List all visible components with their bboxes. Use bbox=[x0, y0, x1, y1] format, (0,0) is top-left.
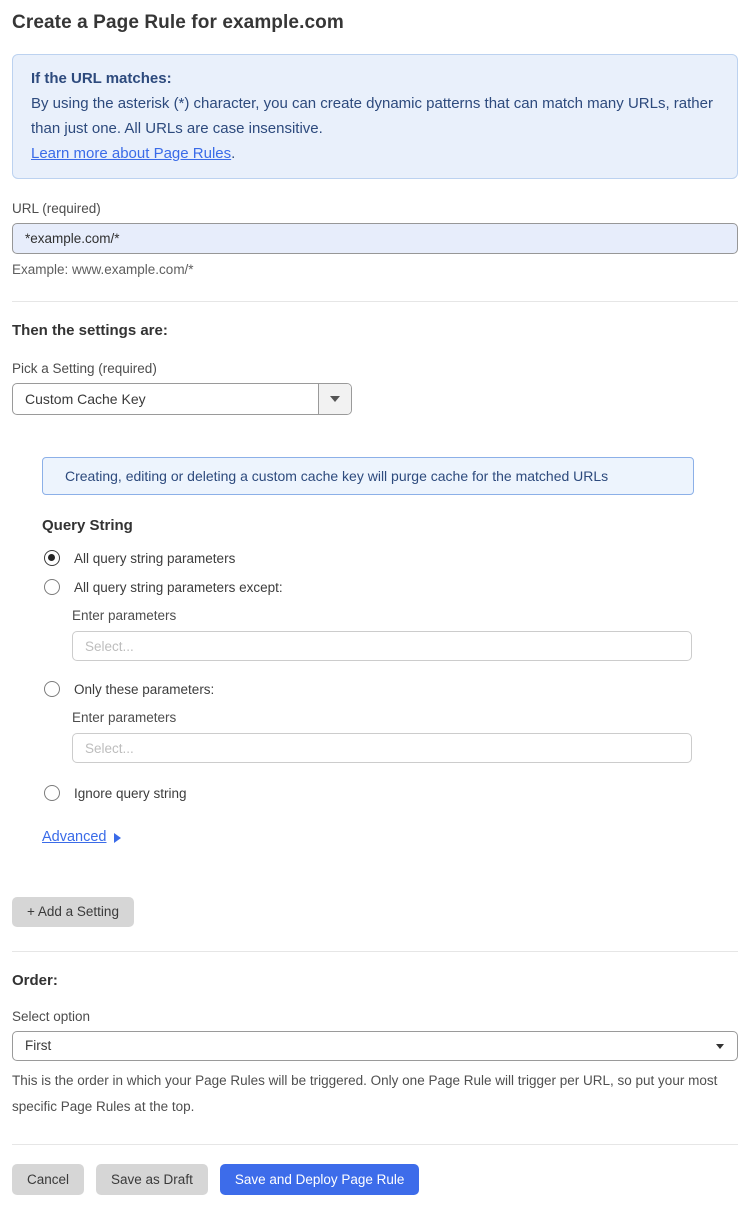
radio-label: All query string parameters except: bbox=[74, 579, 283, 595]
except-parameters-input[interactable] bbox=[72, 631, 692, 661]
url-input[interactable] bbox=[12, 223, 738, 254]
info-box-body: By using the asterisk (*) character, you can create dynamic patterns that can match many URLs, rather than just one. All URLs are case insensitive. bbox=[31, 95, 713, 137]
enter-parameters-label: Enter parameters bbox=[72, 608, 177, 623]
cancel-button[interactable]: Cancel bbox=[12, 1164, 84, 1195]
info-box-link-row bbox=[31, 141, 719, 166]
url-match-info-box bbox=[12, 54, 738, 179]
enter-parameters-label: Enter parameters bbox=[72, 710, 177, 725]
info-box-heading: If the URL matches: bbox=[31, 70, 172, 87]
radio-label: All query string parameters bbox=[74, 550, 236, 566]
order-section-heading: Order: bbox=[12, 972, 58, 989]
setting-dropdown-arrow-button[interactable] bbox=[318, 384, 351, 414]
radio-button-icon[interactable] bbox=[44, 579, 60, 595]
chevron-down-icon bbox=[716, 1044, 724, 1049]
url-field-label: URL (required) bbox=[12, 201, 101, 216]
only-parameters-subsection bbox=[72, 710, 738, 763]
save-as-draft-button[interactable]: Save as Draft bbox=[96, 1164, 208, 1195]
radio-ignore-query-string[interactable] bbox=[44, 785, 738, 801]
radio-button-icon[interactable] bbox=[44, 681, 60, 697]
setting-dropdown[interactable] bbox=[12, 383, 352, 415]
radio-button-icon[interactable] bbox=[44, 785, 60, 801]
order-dropdown-value: First bbox=[25, 1038, 52, 1053]
chevron-down-icon bbox=[330, 396, 340, 402]
order-helper-text: This is the order in which your Page Rules will be triggered. Only one Page Rule will trigger per URL, so put your most specific Page Rules at the top. bbox=[12, 1073, 718, 1114]
learn-more-link[interactable]: Learn more about Page Rules bbox=[31, 145, 232, 162]
radio-button-icon[interactable] bbox=[44, 550, 60, 566]
advanced-row bbox=[42, 829, 738, 845]
except-parameters-subsection bbox=[72, 608, 738, 661]
footer-button-row bbox=[12, 1164, 738, 1195]
custom-cache-key-panel bbox=[42, 457, 738, 845]
divider bbox=[12, 951, 738, 952]
order-dropdown[interactable] bbox=[12, 1031, 738, 1061]
advanced-link[interactable]: Advanced bbox=[42, 829, 107, 845]
url-example-helper: Example: www.example.com/* bbox=[12, 262, 194, 277]
only-parameters-input[interactable] bbox=[72, 733, 692, 763]
divider bbox=[12, 301, 738, 302]
save-and-deploy-button[interactable]: Save and Deploy Page Rule bbox=[220, 1164, 420, 1195]
add-setting-button[interactable]: + Add a Setting bbox=[12, 897, 134, 927]
radio-label: Only these parameters: bbox=[74, 681, 215, 697]
cache-purge-note: Creating, editing or deleting a custom cache key will purge cache for the matched URLs bbox=[42, 457, 694, 495]
pick-setting-label: Pick a Setting (required) bbox=[12, 361, 157, 376]
link-suffix: . bbox=[231, 145, 236, 162]
query-string-radio-group bbox=[44, 550, 738, 801]
order-select-label: Select option bbox=[12, 1009, 91, 1024]
radio-all-params-except[interactable] bbox=[44, 579, 738, 595]
chevron-right-icon bbox=[114, 833, 121, 843]
settings-section-heading: Then the settings are: bbox=[12, 322, 168, 339]
page-title: Create a Page Rule for example.com bbox=[12, 12, 344, 33]
divider bbox=[12, 1144, 738, 1145]
setting-dropdown-value: Custom Cache Key bbox=[25, 391, 146, 407]
radio-label: Ignore query string bbox=[74, 785, 187, 801]
radio-only-these-params[interactable] bbox=[44, 681, 738, 697]
radio-all-query-params[interactable] bbox=[44, 550, 738, 566]
query-string-heading: Query String bbox=[42, 517, 133, 534]
